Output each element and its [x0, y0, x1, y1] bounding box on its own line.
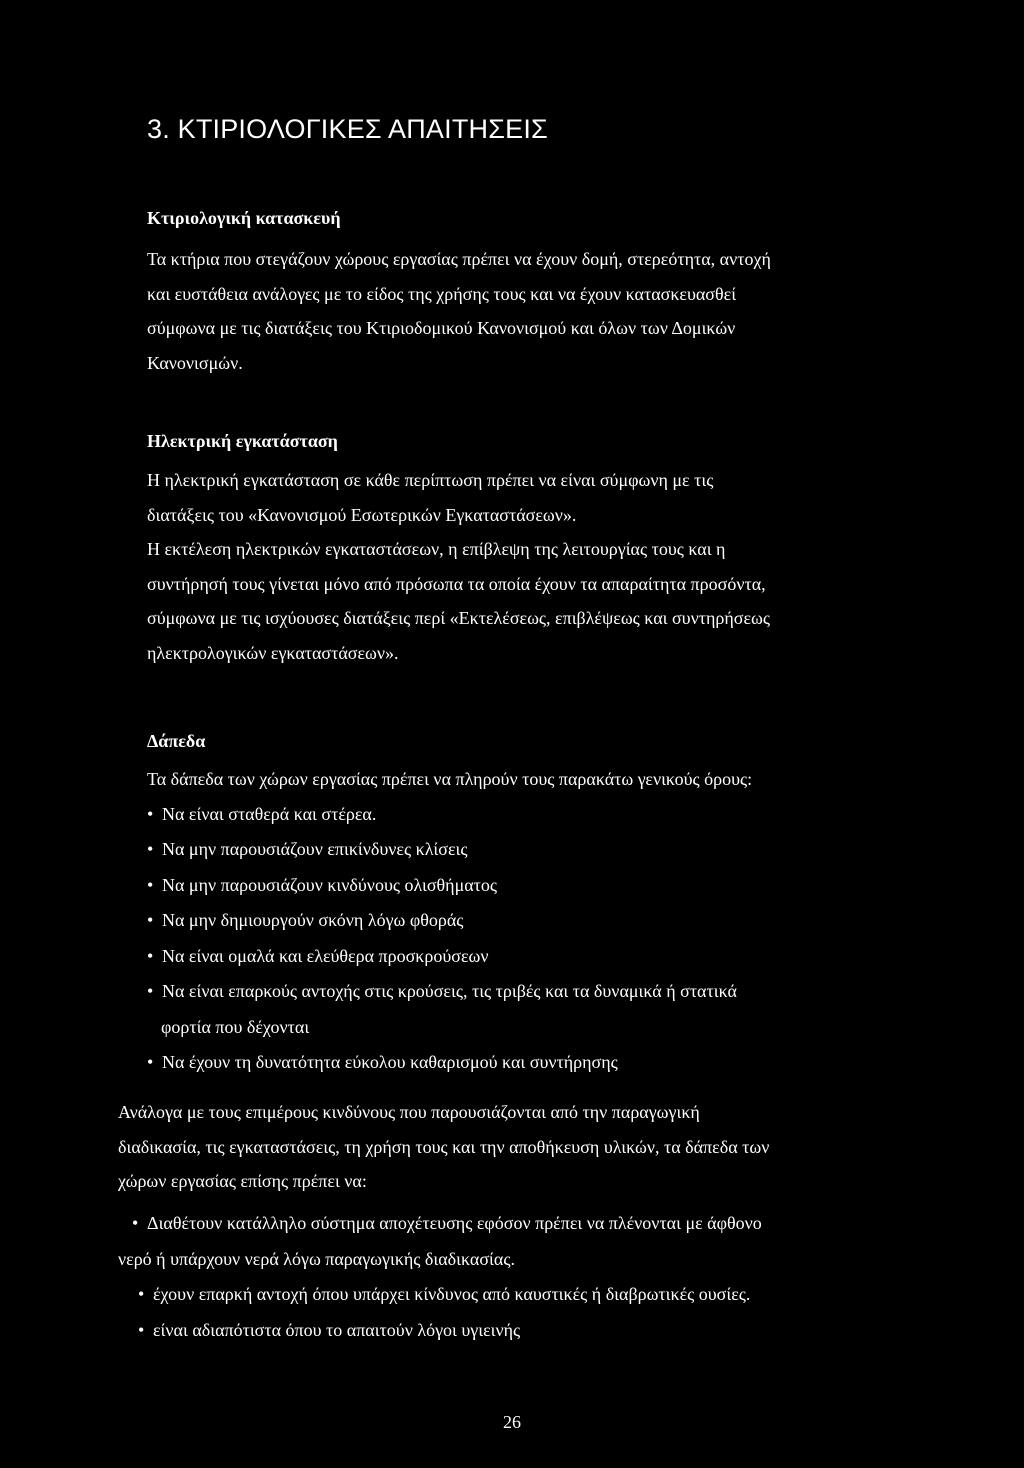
- list-item: • Να μην παρουσιάζουν επικίνδυνες κλίσεις: [147, 832, 927, 868]
- followup-line: χώρων εργασίας επίσης πρέπει να:: [118, 1171, 367, 1191]
- construction-line: Κανονισμών.: [147, 352, 243, 373]
- section-heading-floors: Δάπεδα: [147, 731, 206, 751]
- section-heading-construction: Κτιριολογική κατασκευή: [147, 208, 341, 228]
- list-item: • είναι αδιαπότιστα όπου το απαιτούν λόγοι υγιεινής: [132, 1313, 932, 1349]
- electrical-line: Η ηλεκτρική εγκατάσταση σε κάθε περίπτωση πρέπει να είναι σύμφωνη με τις: [147, 470, 714, 490]
- list-item: • Να μην δημιουργούν σκόνη λόγω φθοράς: [147, 903, 927, 939]
- floors-followup: [118, 1095, 938, 1199]
- list-item-continuation: νερό ή υπάρχουν νερά λόγω παραγωγικής διαδικασίας.: [118, 1248, 515, 1269]
- list-item-continuation: φορτία που δέχονται: [161, 1016, 310, 1037]
- construction-line: σύμφωνα με τις διατάξεις του Κτιριοδομικού Κανονισμού και όλων των Δομικών: [147, 318, 736, 338]
- floors-bullet-list: [147, 797, 927, 1081]
- bullet-icon: •: [147, 803, 154, 824]
- page-number: 26: [503, 1412, 521, 1432]
- list-item: • Να είναι ομαλά και ελεύθερα προσκρούσεων: [147, 939, 927, 975]
- electrical-line: σύμφωνα με τις ισχύουσες διατάξεις περί «Εκτελέσεως, επιβλέψεως και συντηρήσεως: [147, 608, 771, 628]
- bullet-icon: •: [147, 910, 154, 930]
- list-item: • Διαθέτουν κατάλληλο σύστημα αποχέτευσης εφόσον πρέπει να πλένονται με άφθονο νερό ή υπάρχουν νερά λόγω παραγωγικής διαδικασίας.: [132, 1206, 932, 1277]
- list-item: • Να μην παρουσιάζουν κινδύνους ολισθήματος: [147, 868, 927, 904]
- section-electrical: [147, 426, 927, 670]
- followup-line: διαδικασία, τις εγκαταστάσεις, τη χρήση τους και την αποθήκευση υλικών, τα δάπεδα των: [118, 1136, 770, 1157]
- list-item: • έχουν επαρκή αντοχή όπου υπάρχει κίνδυνος από καυστικές ή διαβρωτικές ουσίες.: [132, 1277, 932, 1313]
- bullet-icon: •: [132, 1213, 139, 1233]
- bullet-icon: •: [138, 1284, 145, 1304]
- construction-line: και ευστάθεια ανάλογες με το είδος της χρήσης τους και να έχουν κατασκευασθεί: [147, 283, 737, 304]
- list-item: • Να έχουν τη δυνατότητα εύκολου καθαρισμού και συντήρησης: [147, 1045, 927, 1081]
- electrical-line: συντήρησή τους γίνεται μόνο από πρόσωπα τα οποία έχουν τα απαραίτητα προσόντα,: [147, 573, 766, 594]
- bullet-icon: •: [147, 874, 154, 895]
- section-heading-electrical: Ηλεκτρική εγκατάσταση: [147, 431, 338, 451]
- bullet-icon: •: [147, 839, 154, 859]
- section-floors: [147, 726, 927, 1081]
- floors-intro: Τα δάπεδα των χώρων εργασίας πρέπει να πληρούν τους παρακάτω γενικούς όρους:: [147, 769, 753, 789]
- electrical-line: Η εκτέλεση ηλεκτρικών εγκαταστάσεων, η επίβλεψη της λειτουργίας τους και η: [147, 539, 726, 559]
- section-construction: [147, 203, 927, 380]
- construction-line: Τα κτήρια που στεγάζουν χώρους εργασίας πρέπει να έχουν δομή, στερεότητα, αντοχή: [147, 249, 771, 269]
- electrical-line: ηλεκτρολογικών εγκαταστάσεων».: [147, 642, 399, 663]
- bullet-icon: •: [138, 1319, 145, 1340]
- list-item: • Να είναι σταθερά και στέρεα.: [147, 797, 927, 833]
- bullet-icon: •: [147, 1052, 154, 1072]
- chapter-title: 3. ΚΤΙΡΙΟΛΟΓΙΚΕΣ ΑΠΑΙΤΗΣΕΙΣ: [147, 114, 548, 144]
- followup-line: Ανάλογα με τους επιμέρους κινδύνους που παρουσιάζονται από την παραγωγική: [118, 1102, 700, 1122]
- bullet-icon: •: [147, 945, 154, 966]
- electrical-line: διατάξεις του «Κανονισμού Εσωτερικών Εγκαταστάσεων».: [147, 504, 577, 525]
- floors-bullet-list-2: [118, 1206, 932, 1348]
- list-item: • Να είναι επαρκούς αντοχής στις κρούσεις, τις τριβές και τα δυναμικά ή στατικά φορτία που δέχονται: [147, 974, 927, 1045]
- bullet-icon: •: [147, 981, 154, 1001]
